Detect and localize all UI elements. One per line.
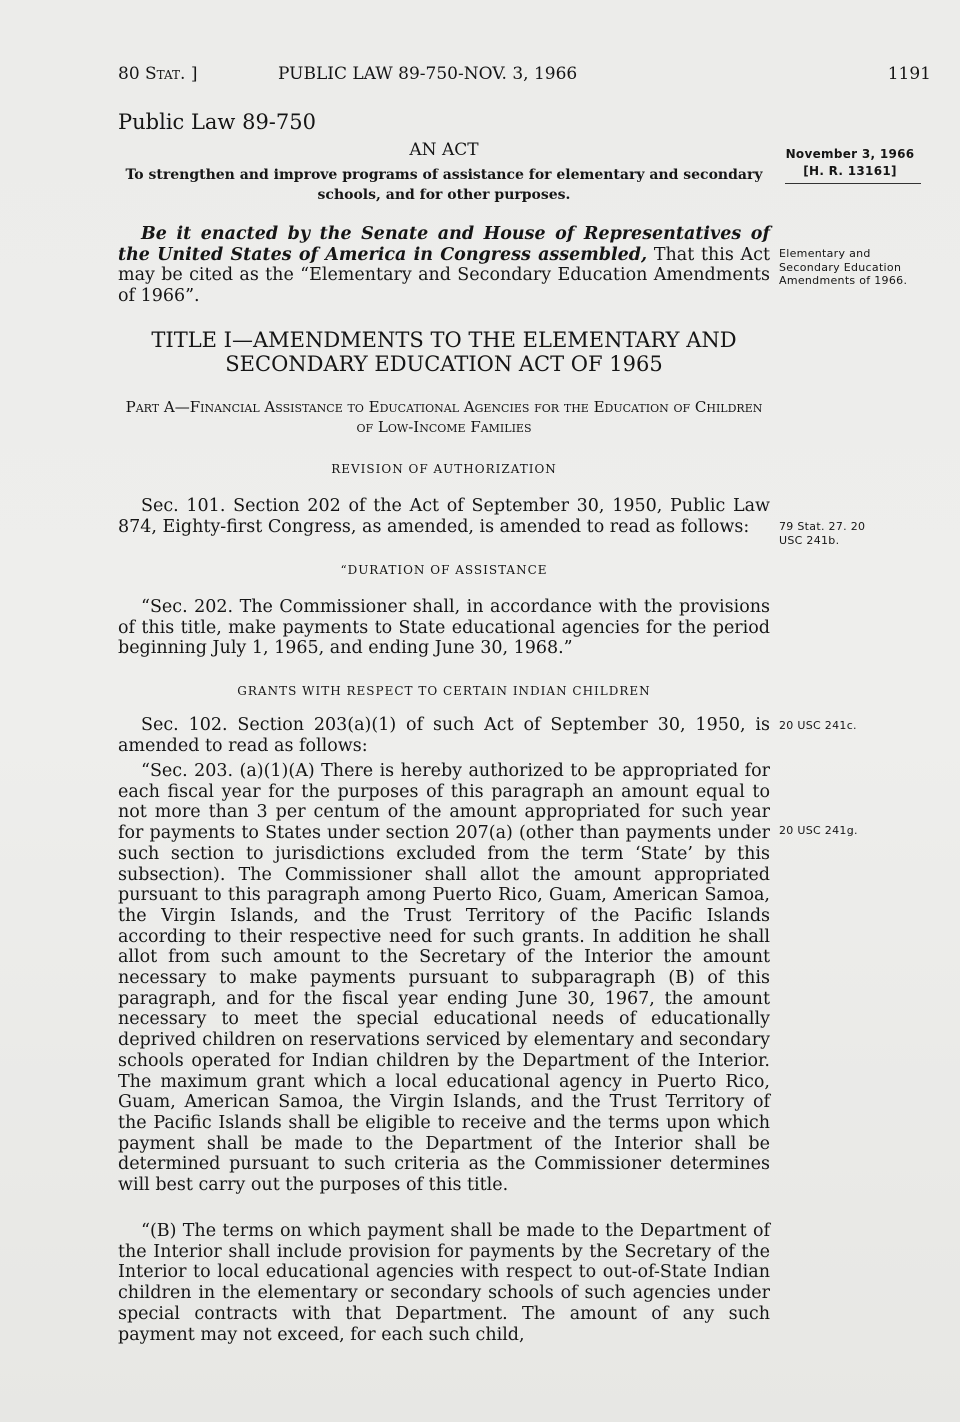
page-number: 1191 xyxy=(887,64,931,84)
section-202 xyxy=(118,597,770,659)
bill-number: [H. R. 13161] xyxy=(803,164,897,178)
subhead-duration: “DURATION OF ASSISTANCE xyxy=(340,563,548,577)
margin-rule xyxy=(785,183,921,184)
section-102-text: Sec. 102. Section 203(a)(1) of such Act of September 30, 1950, is amended to read as follows: xyxy=(118,715,770,756)
subhead-grants: GRANTS WITH RESPECT TO CERTAIN INDIAN CHILDREN xyxy=(237,684,651,698)
header-title: PUBLIC LAW 89-750-NOV. 3, 1966 xyxy=(278,64,578,84)
enacting-italic: Be it enacted by the Senate and House of Representatives of the United States of America in Congress assembled, xyxy=(118,224,770,265)
section-101-text: Sec. 101. Section 202 of the Act of September 30, 1950, Public Law 874, Eighty-first Congress, as amended, is amended to read as follows: xyxy=(118,496,770,537)
part-heading: Part A—Financial Assistance to Educational Agencies for the Education of Children of Low-Income Families xyxy=(125,398,763,436)
stat-reference: 80 Stat. ] xyxy=(118,64,198,84)
enacting-clause xyxy=(118,224,770,307)
enacting-text: That this Act may be cited as the “Elementary and Secondary Education Amendments of 1966”. xyxy=(118,244,770,307)
section-203a-text: “Sec. 203. (a)(1)(A) There is hereby authorized to be appropriated for each fiscal year for the purposes of this paragraph an amount equal to not more than 3 per centum of the amount appropriated for such year for payments to States under section 207(a) (other than payments under such section to jurisdictions excluded from the term ‘State’ by this subsection). The Commissioner shall allot the amount appropriated pursuant to this paragraph among Puerto Rico, Guam, American Samoa, the Virgin Islands, and the Trust Territory of the Pacific Islands according to their respective need for such grants. In addition he shall allot from such amount to the Secretary of the Interior the amount necessary to make payments pursuant to subparagraph (B) of this paragraph, and for the fiscal year ending June 30, 1967, the amount necessary to meet the special educational needs of educationally deprived children on reservations serviced by elementary and secondary schools operated for Indian children by the Department of the Interior. The maximum grant which a local educational agency in Puerto Rico, Guam, American Samoa, the Virgin Islands, and the Trust Territory of the Pacific Islands shall be eligible to receive and the terms upon which payment shall be made to the Department of the Interior shall be determined pursuant to such criteria as the Commissioner determines will best carry out the purposes of this title. xyxy=(118,761,770,1196)
margin-note-sec102: 20 USC 241c. xyxy=(779,719,857,732)
section-102 xyxy=(118,715,770,756)
running-header xyxy=(118,64,931,90)
margin-date-note xyxy=(785,146,915,184)
margin-note-sec101: 79 Stat. 27. 20 USC 241b. xyxy=(779,520,866,547)
title-heading: TITLE I—AMENDMENTS TO THE ELEMENTARY AND SECONDARY EDUCATION ACT OF 1965 xyxy=(151,328,737,376)
act-purpose: To strengthen and improve programs of assistance for elementary and secondary schools, and for other purposes. xyxy=(125,167,763,203)
section-203b-text: “(B) The terms on which payment shall be made to the Department of the Interior shall include provision for payments by the Secretary of the Interior to local educational agencies with respect to out-of-State Indian children in the elementary or secondary schools of such agencies under special contracts with that Department. The amount of any such payment may not exceed, for each such child, xyxy=(118,1221,770,1345)
public-law-label: Public Law 89-750 xyxy=(118,110,316,134)
subhead-revision: REVISION OF AUTHORIZATION xyxy=(331,462,557,476)
act-heading: AN ACT xyxy=(409,140,479,160)
section-203a xyxy=(118,761,770,1196)
section-101 xyxy=(118,496,770,537)
enactment-date: November 3, 1966 xyxy=(785,147,915,161)
section-203b xyxy=(118,1221,770,1345)
margin-note-sec203: 20 USC 241g. xyxy=(779,824,858,837)
section-202-text: “Sec. 202. The Commissioner shall, in accordance with the provisions of this title, make payments to State educational agencies for the period beginning July 1, 1965, and ending June 30, 1968.” xyxy=(118,597,770,659)
margin-note-short-title: Elementary and Secondary Education Amendments of 1966. xyxy=(779,247,908,287)
